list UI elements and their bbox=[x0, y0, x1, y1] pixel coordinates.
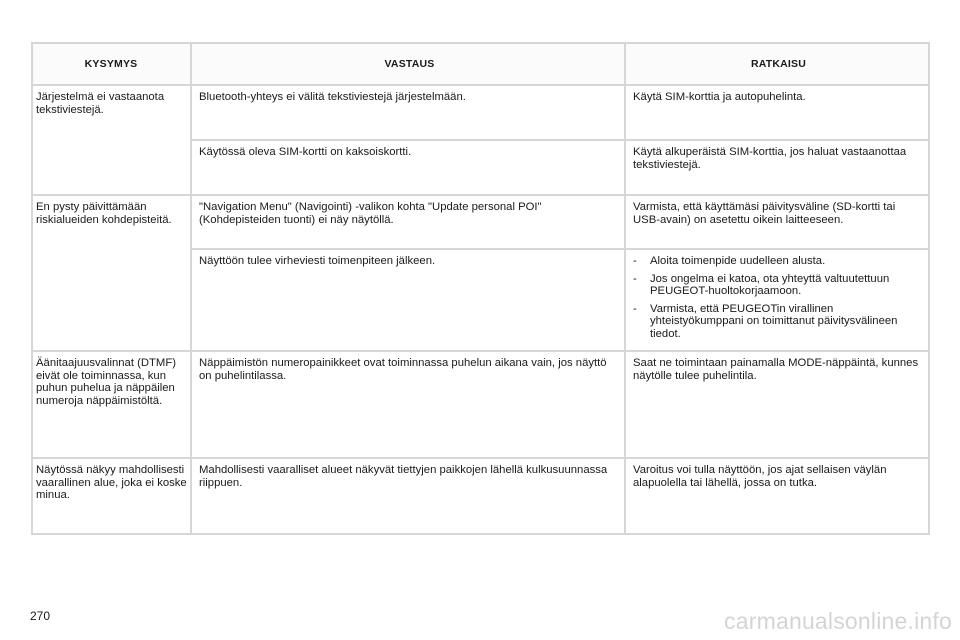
header-solution: RATKAISU bbox=[750, 57, 807, 70]
watermark: carmanualsonline.info bbox=[724, 608, 952, 634]
list-item: - Aloita toimenpide uudelleen alusta. bbox=[633, 255, 924, 268]
table-group-dtmf bbox=[33, 350, 928, 457]
table-row bbox=[192, 352, 928, 457]
answer-cell: Mahdollisesti vaaralliset alueet näkyvät tiettyjen paikkojen lähellä kulkusuunnassa riippuen. bbox=[192, 459, 626, 533]
solution-list bbox=[633, 255, 924, 341]
table-row bbox=[192, 86, 928, 139]
answer-cell: "Navigation Menu" (Navigointi) -valikon kohta "Update personal POI" (Kohdepisteiden tuonti) ei näy näytöllä. bbox=[192, 196, 626, 248]
answer-cell: Näyttöön tulee virheviesti toimenpiteen jälkeen. bbox=[192, 250, 626, 350]
answer-cell: Bluetooth-yhteys ei välitä tekstiviestejä järjestelmään. bbox=[192, 86, 626, 139]
solution-cell: Varmista, että käyttämäsi päivitysväline (SD-kortti tai USB-avain) on asetettu oikein laitteeseen. bbox=[633, 201, 896, 226]
troubleshooting-table bbox=[31, 42, 930, 535]
page-number: 270 bbox=[30, 609, 51, 623]
solution-cell: Saat ne toimintaan painamalla MODE-näppäintä, kunnes näytölle tulee puhelintila. bbox=[633, 357, 919, 382]
table-row bbox=[192, 139, 928, 194]
table-row bbox=[192, 248, 928, 350]
table-group-danger-zone bbox=[33, 457, 928, 533]
table-group-sms bbox=[33, 84, 928, 194]
solution-cell: Käytä SIM-korttia ja autopuhelinta. bbox=[633, 91, 806, 103]
list-item: - Varmista, että PEUGEOTin virallinen yhteistyökumppani on toimittanut päivitysvälineen tiedot. bbox=[633, 303, 924, 341]
list-item: - Jos ongelma ei katoa, ota yhteyttä valtuutettuun PEUGEOT-huoltokorjaamoon. bbox=[633, 273, 924, 298]
header-question: KYSYMYS bbox=[33, 44, 192, 84]
table-row bbox=[192, 459, 928, 533]
table-row bbox=[192, 196, 928, 248]
question-cell: Äänitaajuusvalinnat (DTMF) eivät ole toiminnassa, kun puhun puhelua ja näppäilen numeroja näppäimistöltä. bbox=[33, 352, 192, 457]
table-header-row bbox=[33, 44, 928, 84]
answer-cell: Näppäimistön numeropainikkeet ovat toiminnassa puhelun aikana vain, jos näyttö on puhelintilassa. bbox=[192, 352, 626, 457]
solution-cell bbox=[626, 250, 928, 350]
solution-cell: Käytä alkuperäistä SIM-korttia, jos haluat vastaanottaa tekstiviestejä. bbox=[633, 146, 907, 171]
question-cell: Järjestelmä ei vastaanota tekstiviestejä. bbox=[33, 86, 192, 194]
solution-cell: Varoitus voi tulla näyttöön, jos ajat sellaisen väylän alapuolella tai lähellä, jossa on tutka. bbox=[633, 464, 887, 489]
table-group-poi bbox=[33, 194, 928, 350]
header-answer: VASTAUS bbox=[192, 44, 626, 84]
answer-cell: Käytössä oleva SIM-kortti on kaksoiskortti. bbox=[192, 141, 626, 194]
question-cell: Näytössä näkyy mahdollisesti vaarallinen alue, joka ei koske minua. bbox=[33, 459, 192, 533]
question-cell: En pysty päivittämään riskialueiden kohdepisteitä. bbox=[33, 196, 192, 350]
